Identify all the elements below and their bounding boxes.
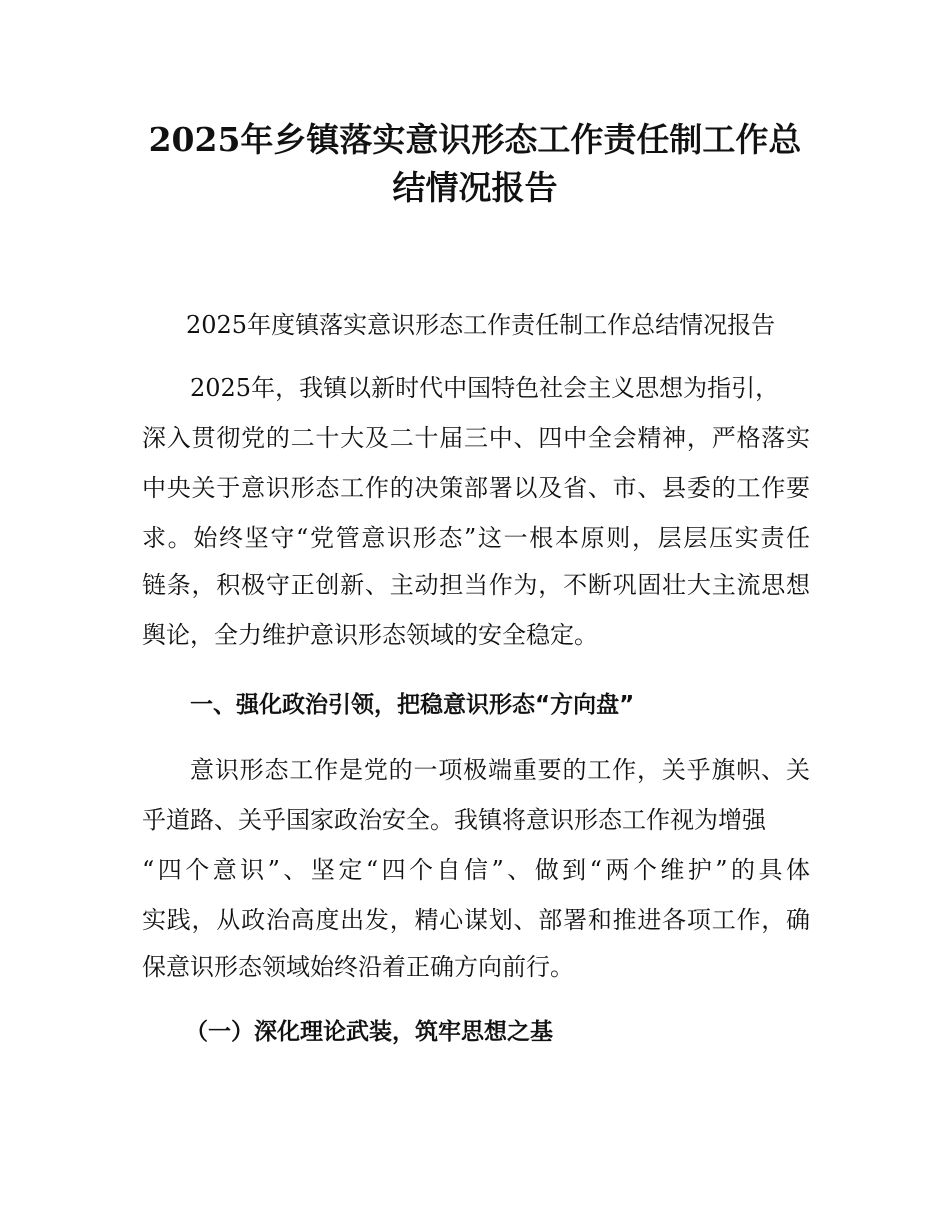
document-subtitle: 2025年度镇落实意识形态工作责任制工作总结情况报告: [186, 311, 776, 339]
paragraph-line: 意识形态工作是党的一项极端重要的工作，关乎旗帜、关: [190, 756, 810, 784]
paragraph-line: 舆论，全力维护意识形态领域的安全稳定。: [142, 621, 598, 649]
section-heading-1: 一、强化政治引领，把稳意识形态“方向盘”: [190, 692, 635, 718]
section-heading-2: （一）深化理论武装，筑牢思想之基: [185, 1019, 553, 1045]
paragraph-line: 中央关于意识形态工作的决策部署以及省、市、县委的工作要: [142, 474, 810, 502]
paragraph-line: “四个意识”、坚定“四个自信”、做到“两个维护”的具体: [142, 856, 810, 884]
title-line-2: 结情况报告: [392, 168, 558, 207]
title-line-1: 2025年乡镇落实意识形态工作责任制工作总: [148, 120, 802, 159]
paragraph-line: 链条，积极守正创新、主动担当作为，不断巩固壮大主流思想: [142, 571, 810, 599]
paragraph-line: 实践，从政治高度出发，精心谋划、部署和推进各项工作，确: [142, 906, 810, 934]
paragraph-line: 求。始终坚守“党管意识形态”这一根本原则，层层压实责任: [142, 524, 810, 552]
paragraph-line: 乎道路、关乎国家政治安全。我镇将意识形态工作视为增强: [142, 806, 766, 834]
paragraph-line: 保意识形态领域始终沿着正确方向前行。: [142, 953, 574, 981]
paragraph-line: 2025年，我镇以新时代中国特色社会主义思想为指引，: [190, 374, 780, 402]
paragraph-line: 深入贯彻党的二十大及二十届三中、四中全会精神，严格落实: [142, 424, 810, 452]
